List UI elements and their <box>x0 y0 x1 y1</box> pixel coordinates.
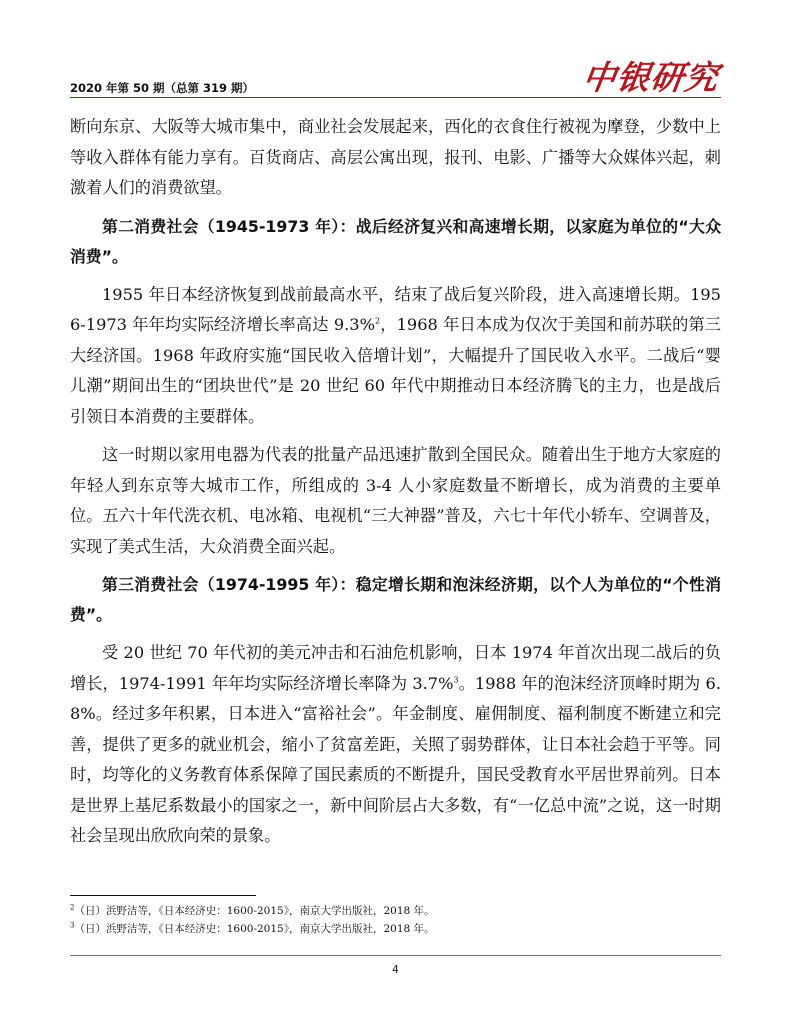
paragraph-household-appliances: 这一时期以家用电器为代表的批量产品迅速扩散到全国民众。随着出生于地方大家庭的年轻人到东京等大城市工作，所组成的 3-4 人小家庭数量不断增长，成为消费的主要单位。五六十年代洗衣机、电冰箱、电视机“三大神器”普及，六七十年代小轿车、空调普及，实现了美式生活，大众消费全面兴起。 <box>70 445 721 556</box>
footnotes <box>70 902 721 938</box>
page-header <box>70 52 721 102</box>
paragraph-text: ，1968 年日本成为仅次于美国和前苏联的第三大经济国。1968 年政府实施“国民收入倍增计划”，大幅提升了国民收入水平。二战后“婴儿潮”期间出生的“团块世代”是 20 世纪 60 年代中期推动日本经济腾飞的主力，也是战后引领日本消费的主要群体。 <box>70 315 721 426</box>
footnote-number: 3 <box>70 921 75 930</box>
section-heading-third-consumer-society: 第三消费社会（1974-1995 年）：稳定增长期和泡沫经济期，以个人为单位的“个性消费”。 <box>70 575 721 624</box>
footnote-ref[interactable]: 2 <box>374 316 381 326</box>
footnote-item <box>70 902 721 920</box>
section-heading-second-consumer-society: 第二消费社会（1945-1973 年）：战后经济复兴和高速增长期，以家庭为单位的“大众消费”。 <box>70 216 721 266</box>
paragraph-text: 受 20 世纪 70 年代初的美元冲击和石油危机影响，日本 1974 年首次出现二战后的负增长，1974-1991 年年均实际经济增长率降为 3.7% <box>70 643 721 693</box>
paragraph-postwar-growth <box>70 280 721 433</box>
header-divider <box>70 97 721 98</box>
boc-research-logo: 中银研究 <box>579 58 722 97</box>
paragraph-text: 。1988 年的泡沫经济顶峰时期为 6.8%。经过多年积累，日本进入“富裕社会”。年金制度、雇佣制度、福利制度不断建立和完善，提供了更多的就业机会，缩小了贫富差距，关照了弱势群体，让日本社会趋于平等。同时，均等化的义务教育体系保障了国民素质的不断提升，国民受教育水平居世界前列。日本是世界上基尼系数最小的国家之一，新中间阶层占大多数，有“一亿总中流”之说，这一时期社会呈现出欣欣向荣的景象。 <box>70 673 721 845</box>
main-content <box>70 112 721 852</box>
paragraph-text: 1955 年日本经济恢复到战前最高水平，结束了战后复兴阶段，进入高速增长期。1956-1973 年年均实际经济增长率高达 9.3% <box>70 284 721 334</box>
issue-label: 2020 年第 50 期（总第 319 期） <box>70 81 255 95</box>
paragraph-continued: 断向东京、大阪等大城市集中，商业社会发展起来，西化的衣食住行被视为摩登，少数中上等收入群体有能力享有。百货商店、高层公寓出现，报刊、电影、广播等大众媒体兴起，刺激着人们的消费欲望。 <box>70 117 721 197</box>
footnote-number: 2 <box>70 903 75 912</box>
page-number: 4 <box>392 964 399 976</box>
footnote-text: （日）浜野洁等，《日本经济史：1600-2015》，南京大学出版社，2018 年。 <box>74 905 435 917</box>
footnote-text: （日）浜野洁等，《日本经济史：1600-2015》，南京大学出版社，2018 年。 <box>74 923 435 935</box>
footnote-item <box>70 920 721 938</box>
footnote-divider <box>70 895 256 896</box>
footer-divider <box>70 955 721 956</box>
paragraph-spacer <box>70 432 721 440</box>
paragraph-stable-growth <box>70 638 721 852</box>
footnote-ref[interactable]: 3 <box>453 675 459 685</box>
